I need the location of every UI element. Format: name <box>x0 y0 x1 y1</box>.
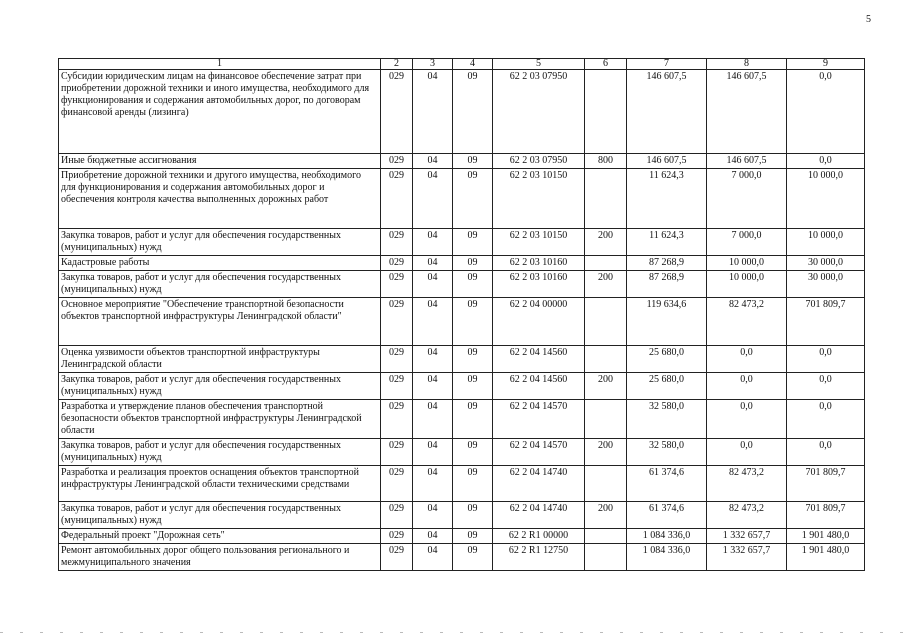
row-admin-code: 029 <box>381 229 413 256</box>
row-subsection: 09 <box>453 439 493 466</box>
row-expense-type <box>585 466 627 502</box>
row-target-article: 62 2 03 10150 <box>493 169 585 229</box>
row-amount-year1: 146 607,5 <box>627 154 707 169</box>
header-cell-4: 4 <box>453 59 493 70</box>
row-expense-type: 200 <box>585 373 627 400</box>
row-amount-year1: 1 084 336,0 <box>627 544 707 571</box>
row-amount-year3: 0,0 <box>787 400 865 439</box>
row-amount-year3: 10 000,0 <box>787 169 865 229</box>
row-target-article: 62 2 04 14560 <box>493 373 585 400</box>
row-amount-year1: 61 374,6 <box>627 466 707 502</box>
row-amount-year2: 0,0 <box>707 439 787 466</box>
row-amount-year2: 0,0 <box>707 400 787 439</box>
row-expense-type <box>585 298 627 346</box>
row-section: 04 <box>413 529 453 544</box>
row-subsection: 09 <box>453 229 493 256</box>
row-admin-code: 029 <box>381 154 413 169</box>
row-amount-year2: 7 000,0 <box>707 169 787 229</box>
row-expense-type <box>585 346 627 373</box>
table-row <box>59 466 865 502</box>
header-cell-8: 8 <box>707 59 787 70</box>
row-name: Закупка товаров, работ и услуг для обеспечения государственных (муниципальных) нужд <box>59 271 381 298</box>
header-cell-5: 5 <box>493 59 585 70</box>
table-row <box>59 346 865 373</box>
row-section: 04 <box>413 154 453 169</box>
row-amount-year3: 30 000,0 <box>787 256 865 271</box>
row-target-article: 62 2 03 10160 <box>493 256 585 271</box>
row-amount-year2: 0,0 <box>707 346 787 373</box>
row-name: Иные бюджетные ассигнования <box>59 154 381 169</box>
row-name: Основное мероприятие "Обеспечение транспортной безопасности объектов транспортной инфраструктуры Ленинградской области" <box>59 298 381 346</box>
row-amount-year2: 10 000,0 <box>707 256 787 271</box>
row-amount-year3: 0,0 <box>787 373 865 400</box>
row-subsection: 09 <box>453 502 493 529</box>
row-section: 04 <box>413 373 453 400</box>
row-amount-year3: 0,0 <box>787 439 865 466</box>
row-expense-type <box>585 400 627 439</box>
row-amount-year2: 146 607,5 <box>707 154 787 169</box>
table-row <box>59 502 865 529</box>
row-name: Оценка уязвимости объектов транспортной инфраструктуры Ленинградской области <box>59 346 381 373</box>
row-expense-type <box>585 169 627 229</box>
table-row <box>59 400 865 439</box>
row-amount-year3: 701 809,7 <box>787 502 865 529</box>
row-section: 04 <box>413 502 453 529</box>
row-amount-year1: 11 624,3 <box>627 169 707 229</box>
row-amount-year2: 7 000,0 <box>707 229 787 256</box>
row-amount-year3: 0,0 <box>787 346 865 373</box>
row-amount-year2: 82 473,2 <box>707 298 787 346</box>
table-row <box>59 271 865 298</box>
row-target-article: 62 2 04 00000 <box>493 298 585 346</box>
row-amount-year1: 87 268,9 <box>627 256 707 271</box>
row-admin-code: 029 <box>381 439 413 466</box>
header-cell-7: 7 <box>627 59 707 70</box>
row-name: Субсидии юридическим лицам на финансовое обеспечение затрат при приобретении дорожной техники и иного имущества, необходимого для функционирования и содержания автомобильных дорог, по договорам финансовой аренды (лизинга) <box>59 70 381 154</box>
row-amount-year1: 1 084 336,0 <box>627 529 707 544</box>
row-expense-type: 200 <box>585 439 627 466</box>
row-amount-year2: 82 473,2 <box>707 466 787 502</box>
row-target-article: 62 2 03 10160 <box>493 271 585 298</box>
row-amount-year1: 146 607,5 <box>627 70 707 154</box>
row-target-article: 62 2 03 07950 <box>493 70 585 154</box>
row-expense-type <box>585 70 627 154</box>
row-section: 04 <box>413 346 453 373</box>
row-admin-code: 029 <box>381 502 413 529</box>
row-admin-code: 029 <box>381 169 413 229</box>
row-amount-year2: 10 000,0 <box>707 271 787 298</box>
row-name: Кадастровые работы <box>59 256 381 271</box>
row-name: Разработка и утверждение планов обеспечения транспортной безопасности объектов транспортной инфраструктуры Ленинградской области <box>59 400 381 439</box>
row-amount-year2: 0,0 <box>707 373 787 400</box>
row-admin-code: 029 <box>381 373 413 400</box>
scan-artifact-line <box>0 632 905 633</box>
row-subsection: 09 <box>453 169 493 229</box>
row-subsection: 09 <box>453 346 493 373</box>
row-amount-year3: 0,0 <box>787 70 865 154</box>
row-expense-type <box>585 544 627 571</box>
row-subsection: 09 <box>453 70 493 154</box>
row-section: 04 <box>413 439 453 466</box>
row-expense-type <box>585 529 627 544</box>
table-row <box>59 229 865 256</box>
row-amount-year1: 61 374,6 <box>627 502 707 529</box>
table-row <box>59 256 865 271</box>
row-subsection: 09 <box>453 256 493 271</box>
row-admin-code: 029 <box>381 529 413 544</box>
row-name: Закупка товаров, работ и услуг для обеспечения государственных (муниципальных) нужд <box>59 502 381 529</box>
row-amount-year3: 30 000,0 <box>787 271 865 298</box>
row-section: 04 <box>413 298 453 346</box>
row-target-article: 62 2 04 14560 <box>493 346 585 373</box>
row-name: Закупка товаров, работ и услуг для обеспечения государственных (муниципальных) нужд <box>59 373 381 400</box>
row-name: Закупка товаров, работ и услуг для обеспечения государственных (муниципальных) нужд <box>59 439 381 466</box>
row-amount-year3: 1 901 480,0 <box>787 529 865 544</box>
row-subsection: 09 <box>453 400 493 439</box>
row-amount-year3: 0,0 <box>787 154 865 169</box>
row-target-article: 62 2 04 14740 <box>493 466 585 502</box>
row-subsection: 09 <box>453 271 493 298</box>
row-name: Закупка товаров, работ и услуг для обеспечения государственных (муниципальных) нужд <box>59 229 381 256</box>
row-section: 04 <box>413 70 453 154</box>
header-row <box>59 59 865 70</box>
row-section: 04 <box>413 544 453 571</box>
row-subsection: 09 <box>453 298 493 346</box>
row-amount-year3: 1 901 480,0 <box>787 544 865 571</box>
row-expense-type <box>585 256 627 271</box>
budget-table <box>58 58 865 571</box>
header-cell-9: 9 <box>787 59 865 70</box>
row-amount-year3: 701 809,7 <box>787 298 865 346</box>
row-subsection: 09 <box>453 154 493 169</box>
row-section: 04 <box>413 271 453 298</box>
row-amount-year1: 25 680,0 <box>627 373 707 400</box>
table-row <box>59 298 865 346</box>
row-name: Приобретение дорожной техники и другого имущества, необходимого для функционирования и содержания автомобильных дорог и обеспечения контроля качества выполненных дорожных работ <box>59 169 381 229</box>
row-amount-year1: 25 680,0 <box>627 346 707 373</box>
row-section: 04 <box>413 400 453 439</box>
row-amount-year3: 10 000,0 <box>787 229 865 256</box>
row-target-article: 62 2 04 14570 <box>493 400 585 439</box>
table-row <box>59 529 865 544</box>
page-number: 5 <box>866 14 871 25</box>
row-admin-code: 029 <box>381 400 413 439</box>
table-row <box>59 154 865 169</box>
row-subsection: 09 <box>453 373 493 400</box>
table-row <box>59 439 865 466</box>
row-admin-code: 029 <box>381 346 413 373</box>
row-expense-type: 200 <box>585 502 627 529</box>
row-amount-year1: 32 580,0 <box>627 400 707 439</box>
row-subsection: 09 <box>453 544 493 571</box>
table-body <box>59 70 865 571</box>
row-admin-code: 029 <box>381 466 413 502</box>
row-section: 04 <box>413 169 453 229</box>
table-row <box>59 544 865 571</box>
row-amount-year1: 11 624,3 <box>627 229 707 256</box>
row-subsection: 09 <box>453 466 493 502</box>
row-section: 04 <box>413 466 453 502</box>
row-expense-type: 200 <box>585 229 627 256</box>
row-target-article: 62 2 R1 12750 <box>493 544 585 571</box>
row-subsection: 09 <box>453 529 493 544</box>
header-cell-1: 1 <box>59 59 381 70</box>
row-target-article: 62 2 04 14570 <box>493 439 585 466</box>
row-target-article: 62 2 03 07950 <box>493 154 585 169</box>
header-cell-6: 6 <box>585 59 627 70</box>
row-amount-year2: 1 332 657,7 <box>707 544 787 571</box>
row-admin-code: 029 <box>381 271 413 298</box>
row-expense-type: 800 <box>585 154 627 169</box>
row-amount-year3: 701 809,7 <box>787 466 865 502</box>
row-admin-code: 029 <box>381 298 413 346</box>
row-amount-year1: 119 634,6 <box>627 298 707 346</box>
row-target-article: 62 2 04 14740 <box>493 502 585 529</box>
row-section: 04 <box>413 256 453 271</box>
row-target-article: 62 2 R1 00000 <box>493 529 585 544</box>
row-amount-year2: 1 332 657,7 <box>707 529 787 544</box>
row-admin-code: 029 <box>381 70 413 154</box>
row-name: Федеральный проект "Дорожная сеть" <box>59 529 381 544</box>
row-amount-year1: 32 580,0 <box>627 439 707 466</box>
row-admin-code: 029 <box>381 544 413 571</box>
row-name: Разработка и реализация проектов оснащения объектов транспортной инфраструктуры Ленинградской области техническими средствами <box>59 466 381 502</box>
table-row <box>59 373 865 400</box>
row-amount-year2: 146 607,5 <box>707 70 787 154</box>
row-amount-year2: 82 473,2 <box>707 502 787 529</box>
header-cell-3: 3 <box>413 59 453 70</box>
row-expense-type: 200 <box>585 271 627 298</box>
row-section: 04 <box>413 229 453 256</box>
table-row <box>59 70 865 154</box>
row-target-article: 62 2 03 10150 <box>493 229 585 256</box>
table-row <box>59 169 865 229</box>
row-admin-code: 029 <box>381 256 413 271</box>
row-name: Ремонт автомобильных дорог общего пользования регионального и межмуниципального значения <box>59 544 381 571</box>
header-cell-2: 2 <box>381 59 413 70</box>
row-amount-year1: 87 268,9 <box>627 271 707 298</box>
